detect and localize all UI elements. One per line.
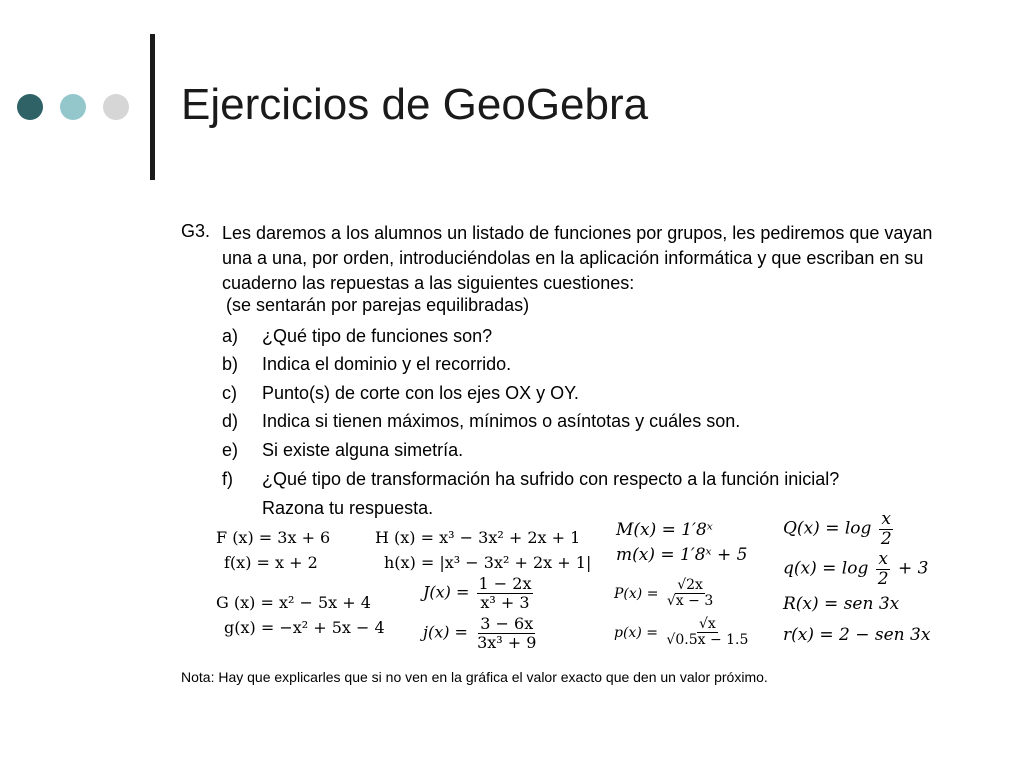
function-q-tail: + 3 xyxy=(897,558,929,579)
function-Q xyxy=(783,510,896,548)
question-e-text: Si existe alguna simetría. xyxy=(262,440,464,460)
function-j-lhs: j(x) = xyxy=(423,622,468,642)
question-f-continuation: Razona tu respuesta. xyxy=(262,498,434,518)
function-J-numerator: 1 − 2x xyxy=(478,574,532,593)
function-m: m(x) = 1′8ˣ + 5 xyxy=(616,545,748,565)
function-P-lhs: P(x) = xyxy=(614,585,659,602)
question-f-marker: f) xyxy=(222,469,233,489)
function-r: r(x) = 2 − sen 3x xyxy=(783,625,931,645)
function-H: H (x) = x³ − 3x² + 2x + 1 xyxy=(375,528,581,547)
question-d-text: Indica si tienen máximos, mínimos o asíntotas y cuáles son. xyxy=(262,411,741,431)
function-p-numerator: √x xyxy=(699,616,716,632)
title-divider xyxy=(150,34,155,180)
function-q-numerator: x xyxy=(878,549,888,569)
function-j xyxy=(423,615,540,651)
function-Q-lhs: Q(x) = log xyxy=(783,518,872,539)
function-F: F (x) = 3x + 6 xyxy=(216,528,331,547)
slide-title: Ejercicios de GeoGebra xyxy=(181,80,649,129)
function-p-denominator: √0.5x − 1.5 xyxy=(666,632,749,649)
question-a-marker: a) xyxy=(222,326,239,346)
function-J xyxy=(423,575,535,611)
decor-dot-mid xyxy=(60,94,86,120)
question-f-text: ¿Qué tipo de transformación ha sufrido con respecto a la función inicial? xyxy=(262,469,840,489)
function-q-lhs: q(x) = log xyxy=(783,558,869,579)
function-P-denominator: √x − 3 xyxy=(666,593,714,610)
function-P xyxy=(614,578,717,610)
function-J-lhs: J(x) = xyxy=(423,582,470,602)
function-q xyxy=(783,550,928,588)
function-g: g(x) = −x² + 5x − 4 xyxy=(224,618,385,637)
function-h: h(x) = |x³ − 3x² + 2x + 1| xyxy=(384,553,592,572)
footnote: Nota: Hay que explicarles que si no ven en la gráfica el valor exacto que den un valor próximo. xyxy=(181,669,768,685)
function-P-numerator: √2x xyxy=(677,577,703,593)
function-Q-denominator: 2 xyxy=(880,528,892,549)
function-G: G (x) = x² − 5x + 4 xyxy=(216,593,371,612)
function-p xyxy=(614,617,752,649)
decor-dot-light xyxy=(103,94,129,120)
exercise-label: G3. xyxy=(181,221,211,241)
question-b-marker: b) xyxy=(222,354,239,374)
question-a-text: ¿Qué tipo de funciones son? xyxy=(262,326,493,346)
function-j-numerator: 3 − 6x xyxy=(480,614,534,633)
function-p-lhs: p(x) = xyxy=(614,624,658,641)
function-j-denominator: 3x³ + 9 xyxy=(477,632,537,652)
question-c-marker: c) xyxy=(222,383,237,403)
question-b-text: Indica el dominio y el recorrido. xyxy=(262,354,512,374)
decor-dot-dark xyxy=(17,94,43,120)
question-c-text: Punto(s) de corte con los ejes OX y OY. xyxy=(262,383,579,403)
function-q-denominator: 2 xyxy=(877,568,889,589)
exercise-note: (se sentarán por parejas equilibradas) xyxy=(226,295,530,315)
function-R: R(x) = sen 3x xyxy=(783,594,900,614)
function-J-denominator: x³ + 3 xyxy=(480,592,530,612)
function-Q-numerator: x xyxy=(881,509,892,529)
function-f: f(x) = x + 2 xyxy=(224,553,318,572)
question-e-marker: e) xyxy=(222,440,239,460)
function-M: M(x) = 1′8ˣ xyxy=(616,520,713,540)
question-d-marker: d) xyxy=(222,411,239,431)
exercise-intro: Les daremos a los alumnos un listado de funciones por grupos, les pediremos que vayan una a una, por orden, introduciéndolas en la aplicación informática y que escriban en su cuaderno las repuestas a las siguientes cuestiones: xyxy=(222,223,933,293)
